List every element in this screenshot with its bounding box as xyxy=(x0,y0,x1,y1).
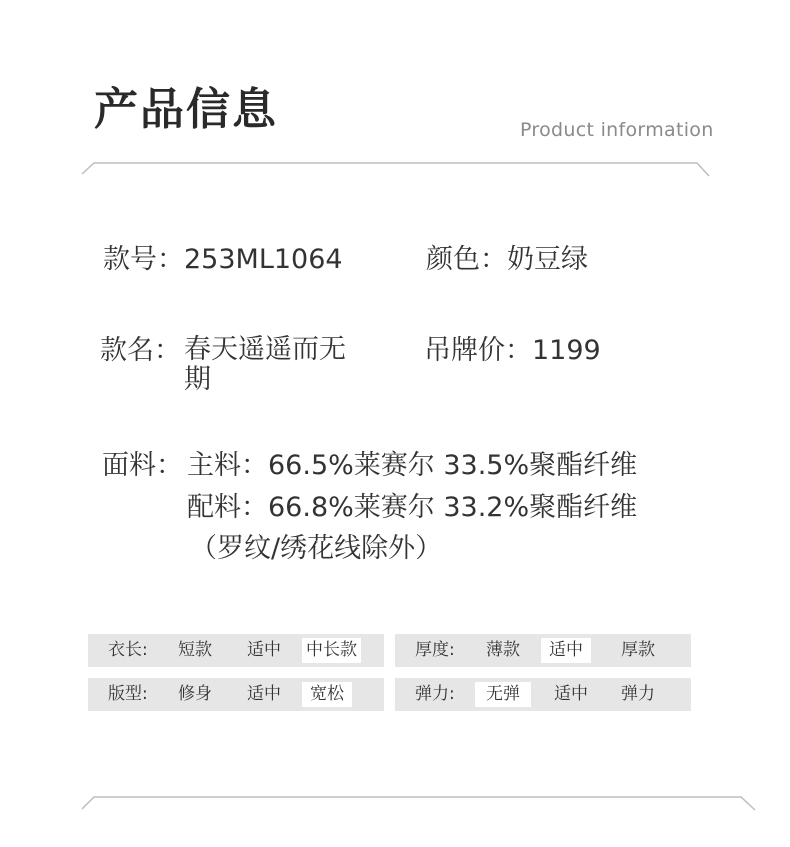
spec-length-label: 衣长: xyxy=(108,640,148,660)
bottom-divider xyxy=(82,797,755,810)
fabric-note: （罗纹/绣花线除外） xyxy=(190,533,443,564)
style-name-label: 款名： xyxy=(100,335,181,366)
spec-length-row xyxy=(88,634,384,667)
fabric-label: 面料： xyxy=(102,450,183,481)
spec-elasticity-option-medium: 适中 xyxy=(554,684,588,704)
spec-thickness-option-thick: 厚款 xyxy=(621,640,655,660)
spec-fit-option-loose: 宽松 xyxy=(302,682,352,707)
style-number xyxy=(103,246,343,273)
spec-thickness-option-medium: 适中 xyxy=(541,638,591,663)
spec-fit-option-slim: 修身 xyxy=(178,684,212,704)
spec-length-option-short: 短款 xyxy=(178,640,212,660)
spec-elasticity-label: 弹力: xyxy=(415,684,455,704)
spec-length-option-medium: 适中 xyxy=(247,640,281,660)
color-label: 颜色： xyxy=(426,244,507,275)
spec-fit-row xyxy=(88,678,384,711)
style-number-value: 253ML1064 xyxy=(184,244,343,275)
spec-elasticity-row xyxy=(395,678,691,711)
spec-fit-option-regular: 适中 xyxy=(247,684,281,704)
spec-thickness-option-thin: 薄款 xyxy=(486,640,520,660)
spec-fit-label: 版型: xyxy=(108,684,148,704)
page-subtitle: Product information xyxy=(520,119,714,141)
style-name-value: 春天遥遥而无期 xyxy=(184,334,346,395)
tag-price-value: 1199 xyxy=(532,335,601,366)
style-number-label: 款号： xyxy=(103,244,184,275)
spec-length-option-midlong: 中长款 xyxy=(302,638,361,663)
tag-price xyxy=(424,337,601,364)
color xyxy=(426,246,588,273)
page-title: 产品信息 xyxy=(94,84,278,135)
color-value: 奶豆绿 xyxy=(507,244,588,275)
tag-price-label: 吊牌价： xyxy=(424,335,532,366)
spec-thickness-row xyxy=(395,634,691,667)
sub-fabric: 配料：66.8%莱赛尔 33.2%聚酯纤维 xyxy=(187,492,638,523)
top-divider xyxy=(82,163,709,176)
spec-thickness-label: 厚度: xyxy=(415,640,455,660)
spec-elasticity-option-none: 无弹 xyxy=(475,682,531,707)
main-fabric: 主料：66.5%莱赛尔 33.5%聚酯纤维 xyxy=(187,450,638,481)
spec-elasticity-option-stretch: 弹力 xyxy=(621,684,655,704)
